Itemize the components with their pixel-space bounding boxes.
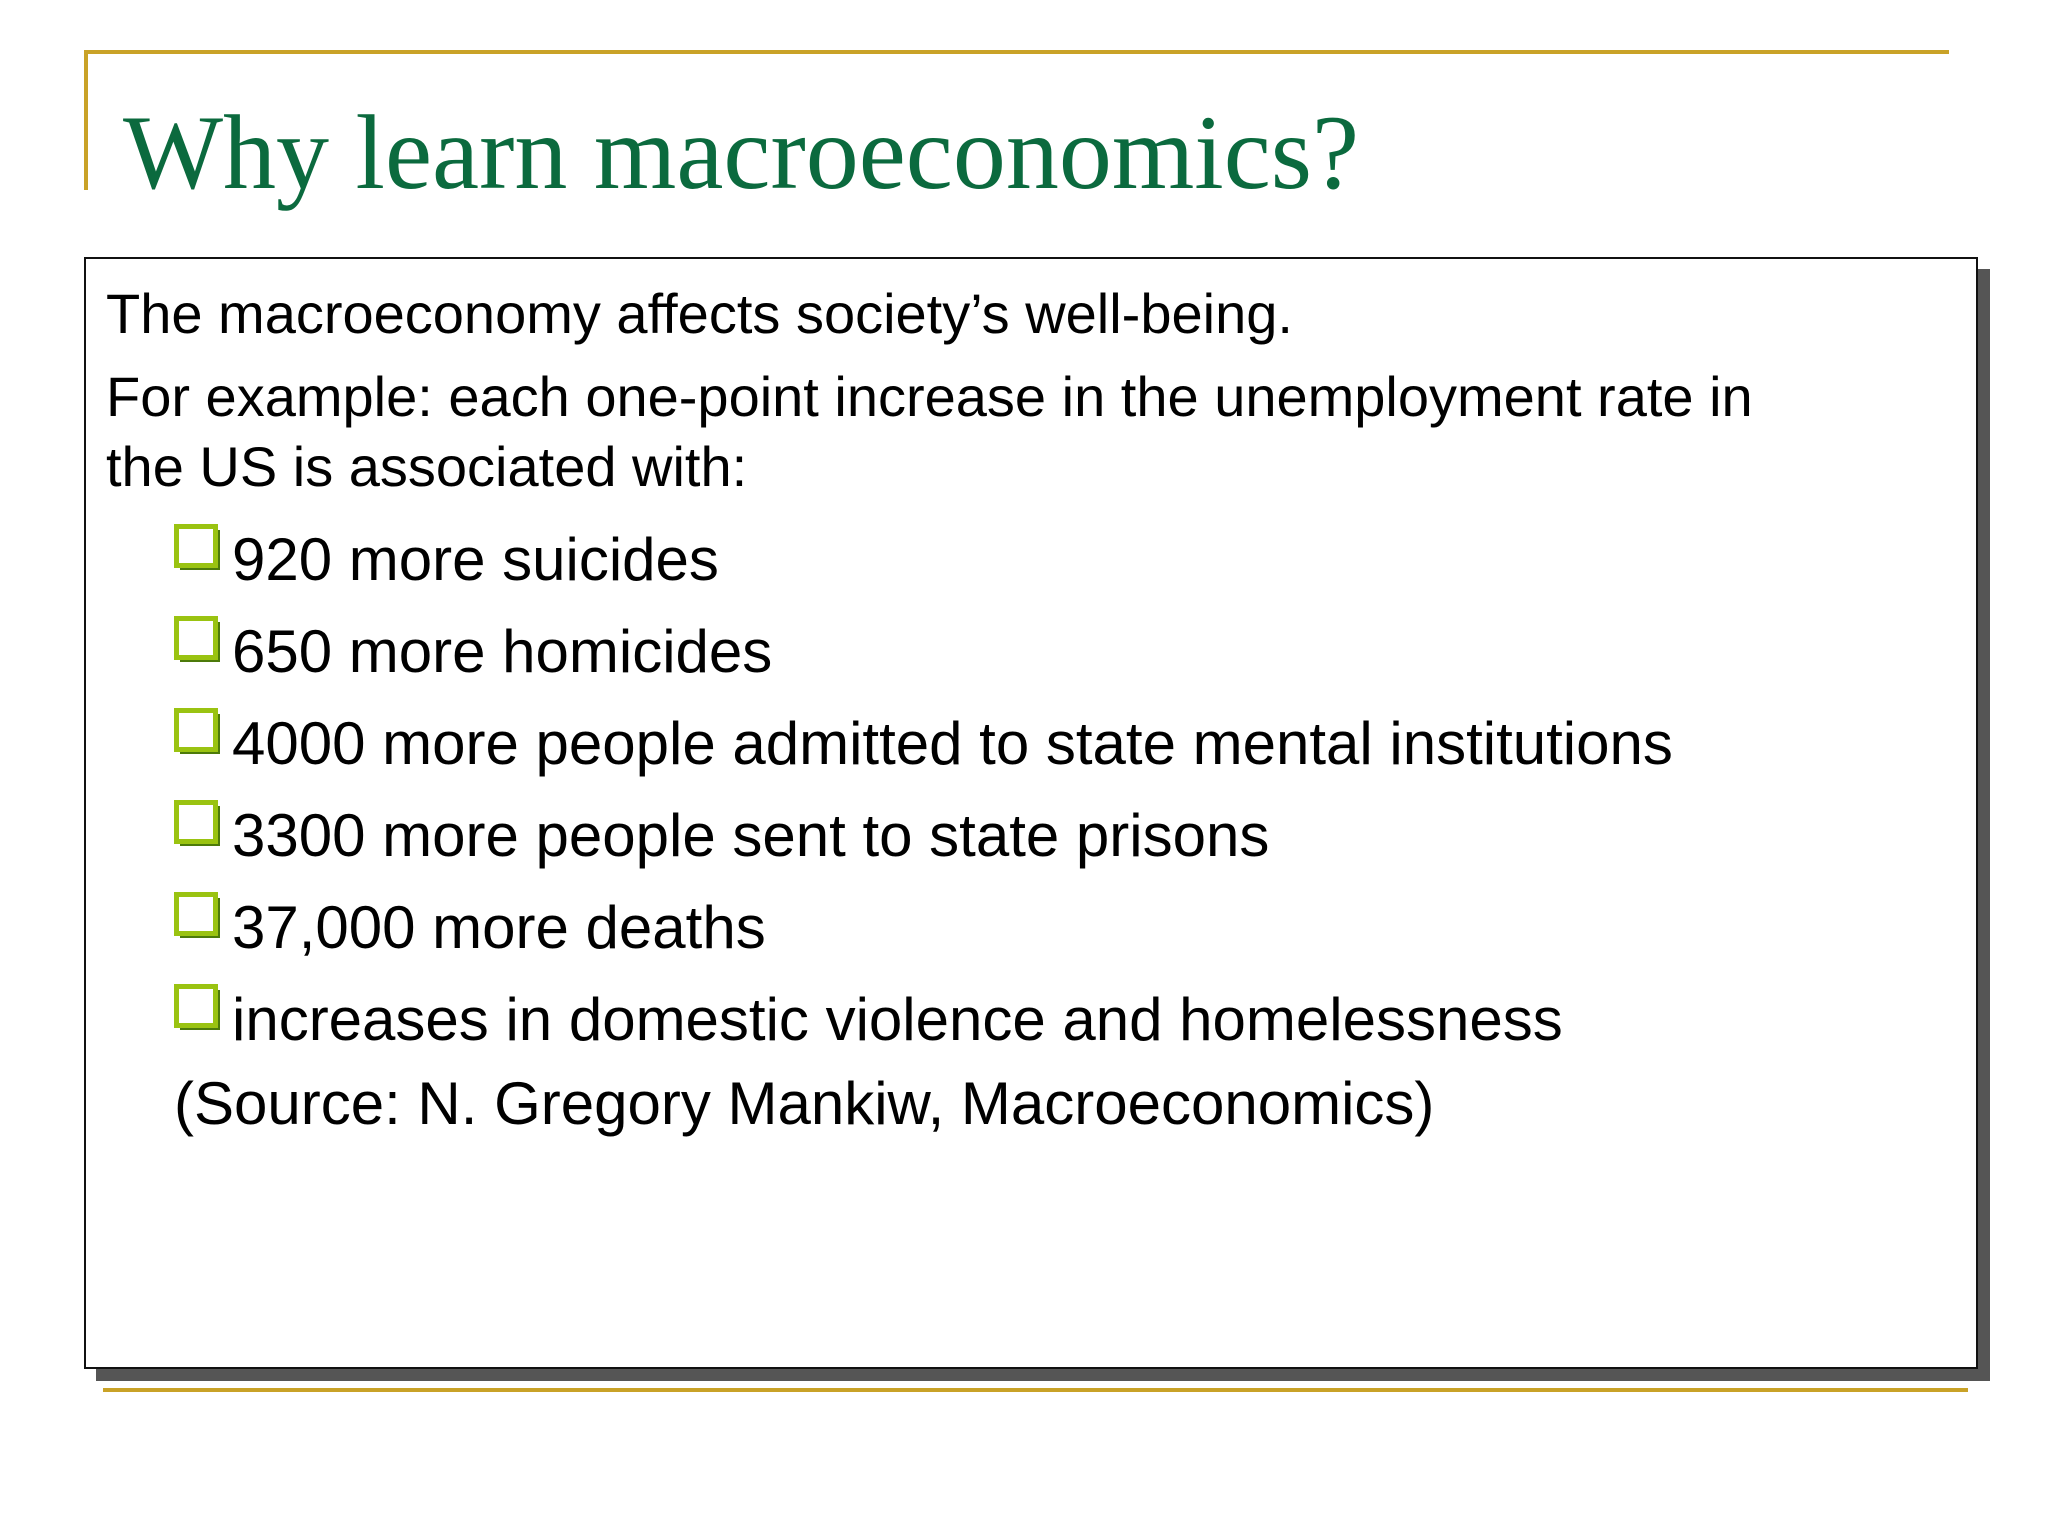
content-box [84, 257, 1978, 1369]
intro-line-3: the US is associated with: [106, 435, 748, 498]
list-item [174, 514, 1673, 606]
list-item [174, 790, 1673, 882]
list-item [174, 882, 1673, 974]
top-rule [84, 50, 1949, 54]
checkbox-square-icon [174, 892, 224, 942]
bullet-text: 650 more homicides [232, 618, 773, 685]
bullet-text: increases in domestic violence and homelessness [232, 986, 1563, 1053]
bullet-text: 4000 more people admitted to state mental institutions [232, 710, 1673, 777]
bottom-rule [103, 1388, 1968, 1392]
left-rule [84, 50, 88, 190]
list-item [174, 698, 1673, 790]
checkbox-square-icon [174, 800, 224, 850]
checkbox-square-icon [174, 524, 224, 574]
source-citation: (Source: N. Gregory Mankiw, Macroeconomics) [174, 1070, 1435, 1137]
checkbox-square-icon [174, 616, 224, 666]
slide-title: Why learn macroeconomics? [123, 94, 1360, 211]
list-item [174, 974, 1673, 1066]
bullet-text: 920 more suicides [232, 526, 719, 593]
intro-line-2: For example: each one-point increase in the unemployment rate in [106, 365, 1753, 428]
bullet-list [174, 514, 1673, 1066]
intro-line-1: The macroeconomy affects society’s well-being. [106, 282, 1293, 345]
checkbox-square-icon [174, 984, 224, 1034]
bullet-text: 3300 more people sent to state prisons [232, 802, 1270, 869]
bullet-text: 37,000 more deaths [232, 894, 766, 961]
list-item [174, 606, 1673, 698]
checkbox-square-icon [174, 708, 224, 758]
